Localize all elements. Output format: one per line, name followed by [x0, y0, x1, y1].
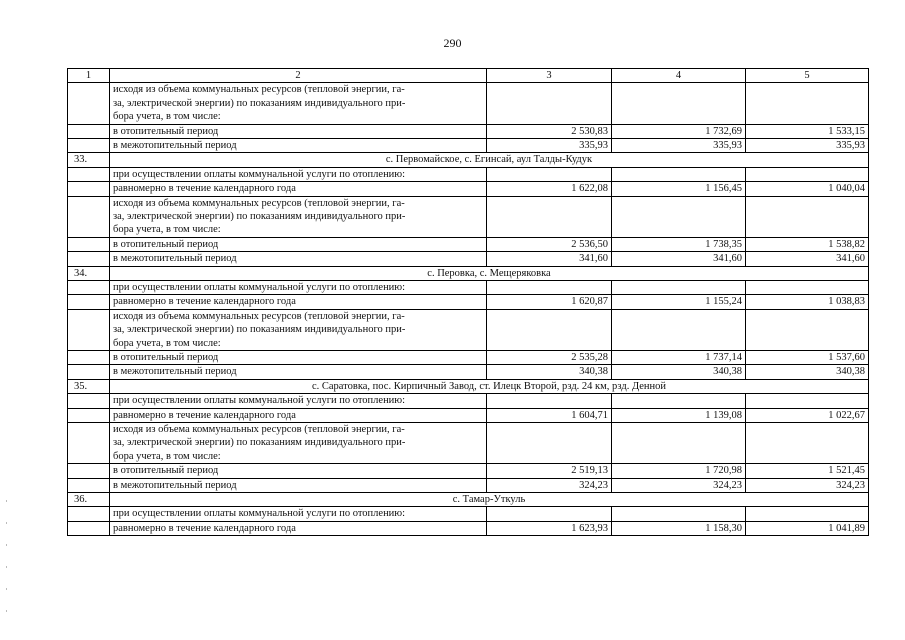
description-cell: [110, 83, 487, 124]
row-label: в межотопительный период: [110, 365, 487, 379]
value-col-5: 324,23: [746, 478, 869, 492]
empty-value-cell: [487, 196, 612, 237]
value-col-5: 1 040,04: [746, 182, 869, 196]
value-col-3: 2 536,50: [487, 237, 612, 251]
value-col-5: 335,93: [746, 138, 869, 152]
section-number: 33.: [68, 153, 110, 167]
description-row: [68, 83, 869, 124]
header-col-5: 5: [746, 69, 869, 83]
section-header-row: [68, 493, 869, 507]
value-col-4: 324,23: [612, 478, 746, 492]
empty-value-cell: [746, 83, 869, 124]
description-line: исходя из объема коммунальных ресурсов (тепловой энергии, га-: [113, 424, 405, 436]
value-col-5: 1 538,82: [746, 237, 869, 251]
row-label: при осуществлении оплаты коммунальной услуги по отоплению:: [110, 167, 487, 181]
index-cell: [68, 350, 110, 364]
empty-value-cell: [612, 507, 746, 521]
empty-value-cell: [746, 423, 869, 464]
value-col-4: 335,93: [612, 138, 746, 152]
empty-value-cell: [746, 507, 869, 521]
row-label: в межотопительный период: [110, 252, 487, 266]
value-col-3: 2 530,83: [487, 124, 612, 138]
tariff-table: [67, 68, 869, 536]
value-col-4: 1 155,24: [612, 295, 746, 309]
description-row: [68, 196, 869, 237]
value-col-4: 340,38: [612, 365, 746, 379]
description-line: за, электрической энергии) по показаниям индивидуального при-: [113, 97, 406, 109]
value-col-5: 1 533,15: [746, 124, 869, 138]
empty-value-cell: [612, 281, 746, 295]
row-label: при осуществлении оплаты коммунальной услуги по отоплению:: [110, 394, 487, 408]
index-cell: [68, 281, 110, 295]
row-label: равномерно в течение календарного года: [110, 408, 487, 422]
description-line: исходя из объема коммунальных ресурсов (тепловой энергии, га-: [113, 310, 405, 322]
empty-value-cell: [746, 167, 869, 181]
empty-value-cell: [612, 83, 746, 124]
empty-value-cell: [487, 394, 612, 408]
header-col-1: 1: [68, 69, 110, 83]
value-col-5: 341,60: [746, 252, 869, 266]
description-line: бора учета, в том числе:: [113, 111, 221, 123]
value-col-3: 341,60: [487, 252, 612, 266]
index-cell: [68, 196, 110, 237]
section-header-row: [68, 266, 869, 280]
section-header-row: [68, 153, 869, 167]
section-location: с. Перовка, с. Мещеряковка: [110, 266, 869, 280]
description-line: за, электрической энергии) по показаниям индивидуального при-: [113, 324, 406, 336]
heating-payment-row: [68, 394, 869, 408]
index-cell: [68, 182, 110, 196]
empty-value-cell: [612, 394, 746, 408]
row-label: равномерно в течение календарного года: [110, 295, 487, 309]
description-cell: [110, 309, 487, 350]
value-col-3: 2 519,13: [487, 464, 612, 478]
uniform-payment-row: [68, 182, 869, 196]
index-cell: [68, 423, 110, 464]
description-cell: [110, 196, 487, 237]
empty-value-cell: [612, 423, 746, 464]
row-label: при осуществлении оплаты коммунальной услуги по отоплению:: [110, 281, 487, 295]
empty-value-cell: [487, 167, 612, 181]
value-col-5: 340,38: [746, 365, 869, 379]
index-cell: [68, 309, 110, 350]
page-number: 290: [443, 36, 462, 50]
value-col-4: 1 156,45: [612, 182, 746, 196]
header-col-4: 4: [612, 69, 746, 83]
empty-value-cell: [487, 309, 612, 350]
description-line: бора учета, в том числе:: [113, 337, 221, 349]
index-cell: [68, 83, 110, 124]
description-line: за, электрической энергии) по показаниям индивидуального при-: [113, 437, 406, 449]
inter-heating-period-row: [68, 138, 869, 152]
description-line: бора учета, в том числе:: [113, 450, 221, 462]
empty-value-cell: [746, 196, 869, 237]
empty-value-cell: [487, 83, 612, 124]
empty-value-cell: [487, 281, 612, 295]
uniform-payment-row: [68, 408, 869, 422]
value-col-4: 1 158,30: [612, 521, 746, 535]
value-col-4: 341,60: [612, 252, 746, 266]
heating-period-row: [68, 464, 869, 478]
heating-period-row: [68, 124, 869, 138]
uniform-payment-row: [68, 295, 869, 309]
index-cell: [68, 464, 110, 478]
index-cell: [68, 394, 110, 408]
index-cell: [68, 124, 110, 138]
value-col-3: 340,38: [487, 365, 612, 379]
tariff-table-body: [68, 69, 869, 536]
empty-value-cell: [487, 507, 612, 521]
value-col-3: 1 604,71: [487, 408, 612, 422]
description-cell: [110, 423, 487, 464]
value-col-5: 1 022,67: [746, 408, 869, 422]
index-cell: [68, 478, 110, 492]
empty-value-cell: [746, 309, 869, 350]
row-label: при осуществлении оплаты коммунальной услуги по отоплению:: [110, 507, 487, 521]
value-col-4: 1 720,98: [612, 464, 746, 478]
header-col-2: 2: [110, 69, 487, 83]
description-line: бора учета, в том числе:: [113, 224, 221, 236]
section-header-row: [68, 379, 869, 393]
value-col-5: 1 537,60: [746, 350, 869, 364]
inter-heating-period-row: [68, 252, 869, 266]
section-number: 36.: [68, 493, 110, 507]
value-col-3: 335,93: [487, 138, 612, 152]
value-col-4: 1 139,08: [612, 408, 746, 422]
index-cell: [68, 295, 110, 309]
uniform-payment-row: [68, 521, 869, 535]
index-cell: [68, 252, 110, 266]
header-col-3: 3: [487, 69, 612, 83]
value-col-4: 1 737,14: [612, 350, 746, 364]
row-label: в межотопительный период: [110, 138, 487, 152]
value-col-4: 1 732,69: [612, 124, 746, 138]
heating-payment-row: [68, 281, 869, 295]
value-col-5: 1 038,83: [746, 295, 869, 309]
index-cell: [68, 365, 110, 379]
heating-payment-row: [68, 507, 869, 521]
row-label: равномерно в течение календарного года: [110, 182, 487, 196]
row-label: в межотопительный период: [110, 478, 487, 492]
inter-heating-period-row: [68, 365, 869, 379]
empty-value-cell: [487, 423, 612, 464]
row-label: в отопительный период: [110, 464, 487, 478]
index-cell: [68, 237, 110, 251]
section-number: 35.: [68, 379, 110, 393]
value-col-3: 324,23: [487, 478, 612, 492]
value-col-4: 1 738,35: [612, 237, 746, 251]
empty-value-cell: [746, 394, 869, 408]
value-col-5: 1 521,45: [746, 464, 869, 478]
value-col-5: 1 041,89: [746, 521, 869, 535]
description-row: [68, 423, 869, 464]
value-col-3: 1 620,87: [487, 295, 612, 309]
margin-marks: [6, 500, 9, 620]
description-row: [68, 309, 869, 350]
index-cell: [68, 408, 110, 422]
value-col-3: 1 623,93: [487, 521, 612, 535]
row-label: равномерно в течение календарного года: [110, 521, 487, 535]
section-location: с. Тамар-Уткуль: [110, 493, 869, 507]
heating-period-row: [68, 350, 869, 364]
description-line: исходя из объема коммунальных ресурсов (тепловой энергии, га-: [113, 197, 405, 209]
empty-value-cell: [612, 309, 746, 350]
inter-heating-period-row: [68, 478, 869, 492]
description-line: за, электрической энергии) по показаниям индивидуального при-: [113, 211, 406, 222]
description-line: исходя из объема коммунальных ресурсов (тепловой энергии, га-: [113, 84, 405, 96]
row-label: в отопительный период: [110, 124, 487, 138]
index-cell: [68, 507, 110, 521]
section-number: 34.: [68, 266, 110, 280]
section-location: с. Саратовка, пос. Кирпичный Завод, ст. Илецк Второй, рзд. 24 км, рзд. Денной: [110, 379, 869, 393]
heating-payment-row: [68, 167, 869, 181]
row-label: в отопительный период: [110, 350, 487, 364]
empty-value-cell: [746, 281, 869, 295]
row-label: в отопительный период: [110, 237, 487, 251]
empty-value-cell: [612, 167, 746, 181]
value-col-3: 2 535,28: [487, 350, 612, 364]
section-location: с. Первомайское, с. Егинсай, аул Талды-Кудук: [110, 153, 869, 167]
index-cell: [68, 521, 110, 535]
value-col-3: 1 622,08: [487, 182, 612, 196]
index-cell: [68, 167, 110, 181]
header-row: [68, 69, 869, 83]
heating-period-row: [68, 237, 869, 251]
index-cell: [68, 138, 110, 152]
empty-value-cell: [612, 196, 746, 237]
